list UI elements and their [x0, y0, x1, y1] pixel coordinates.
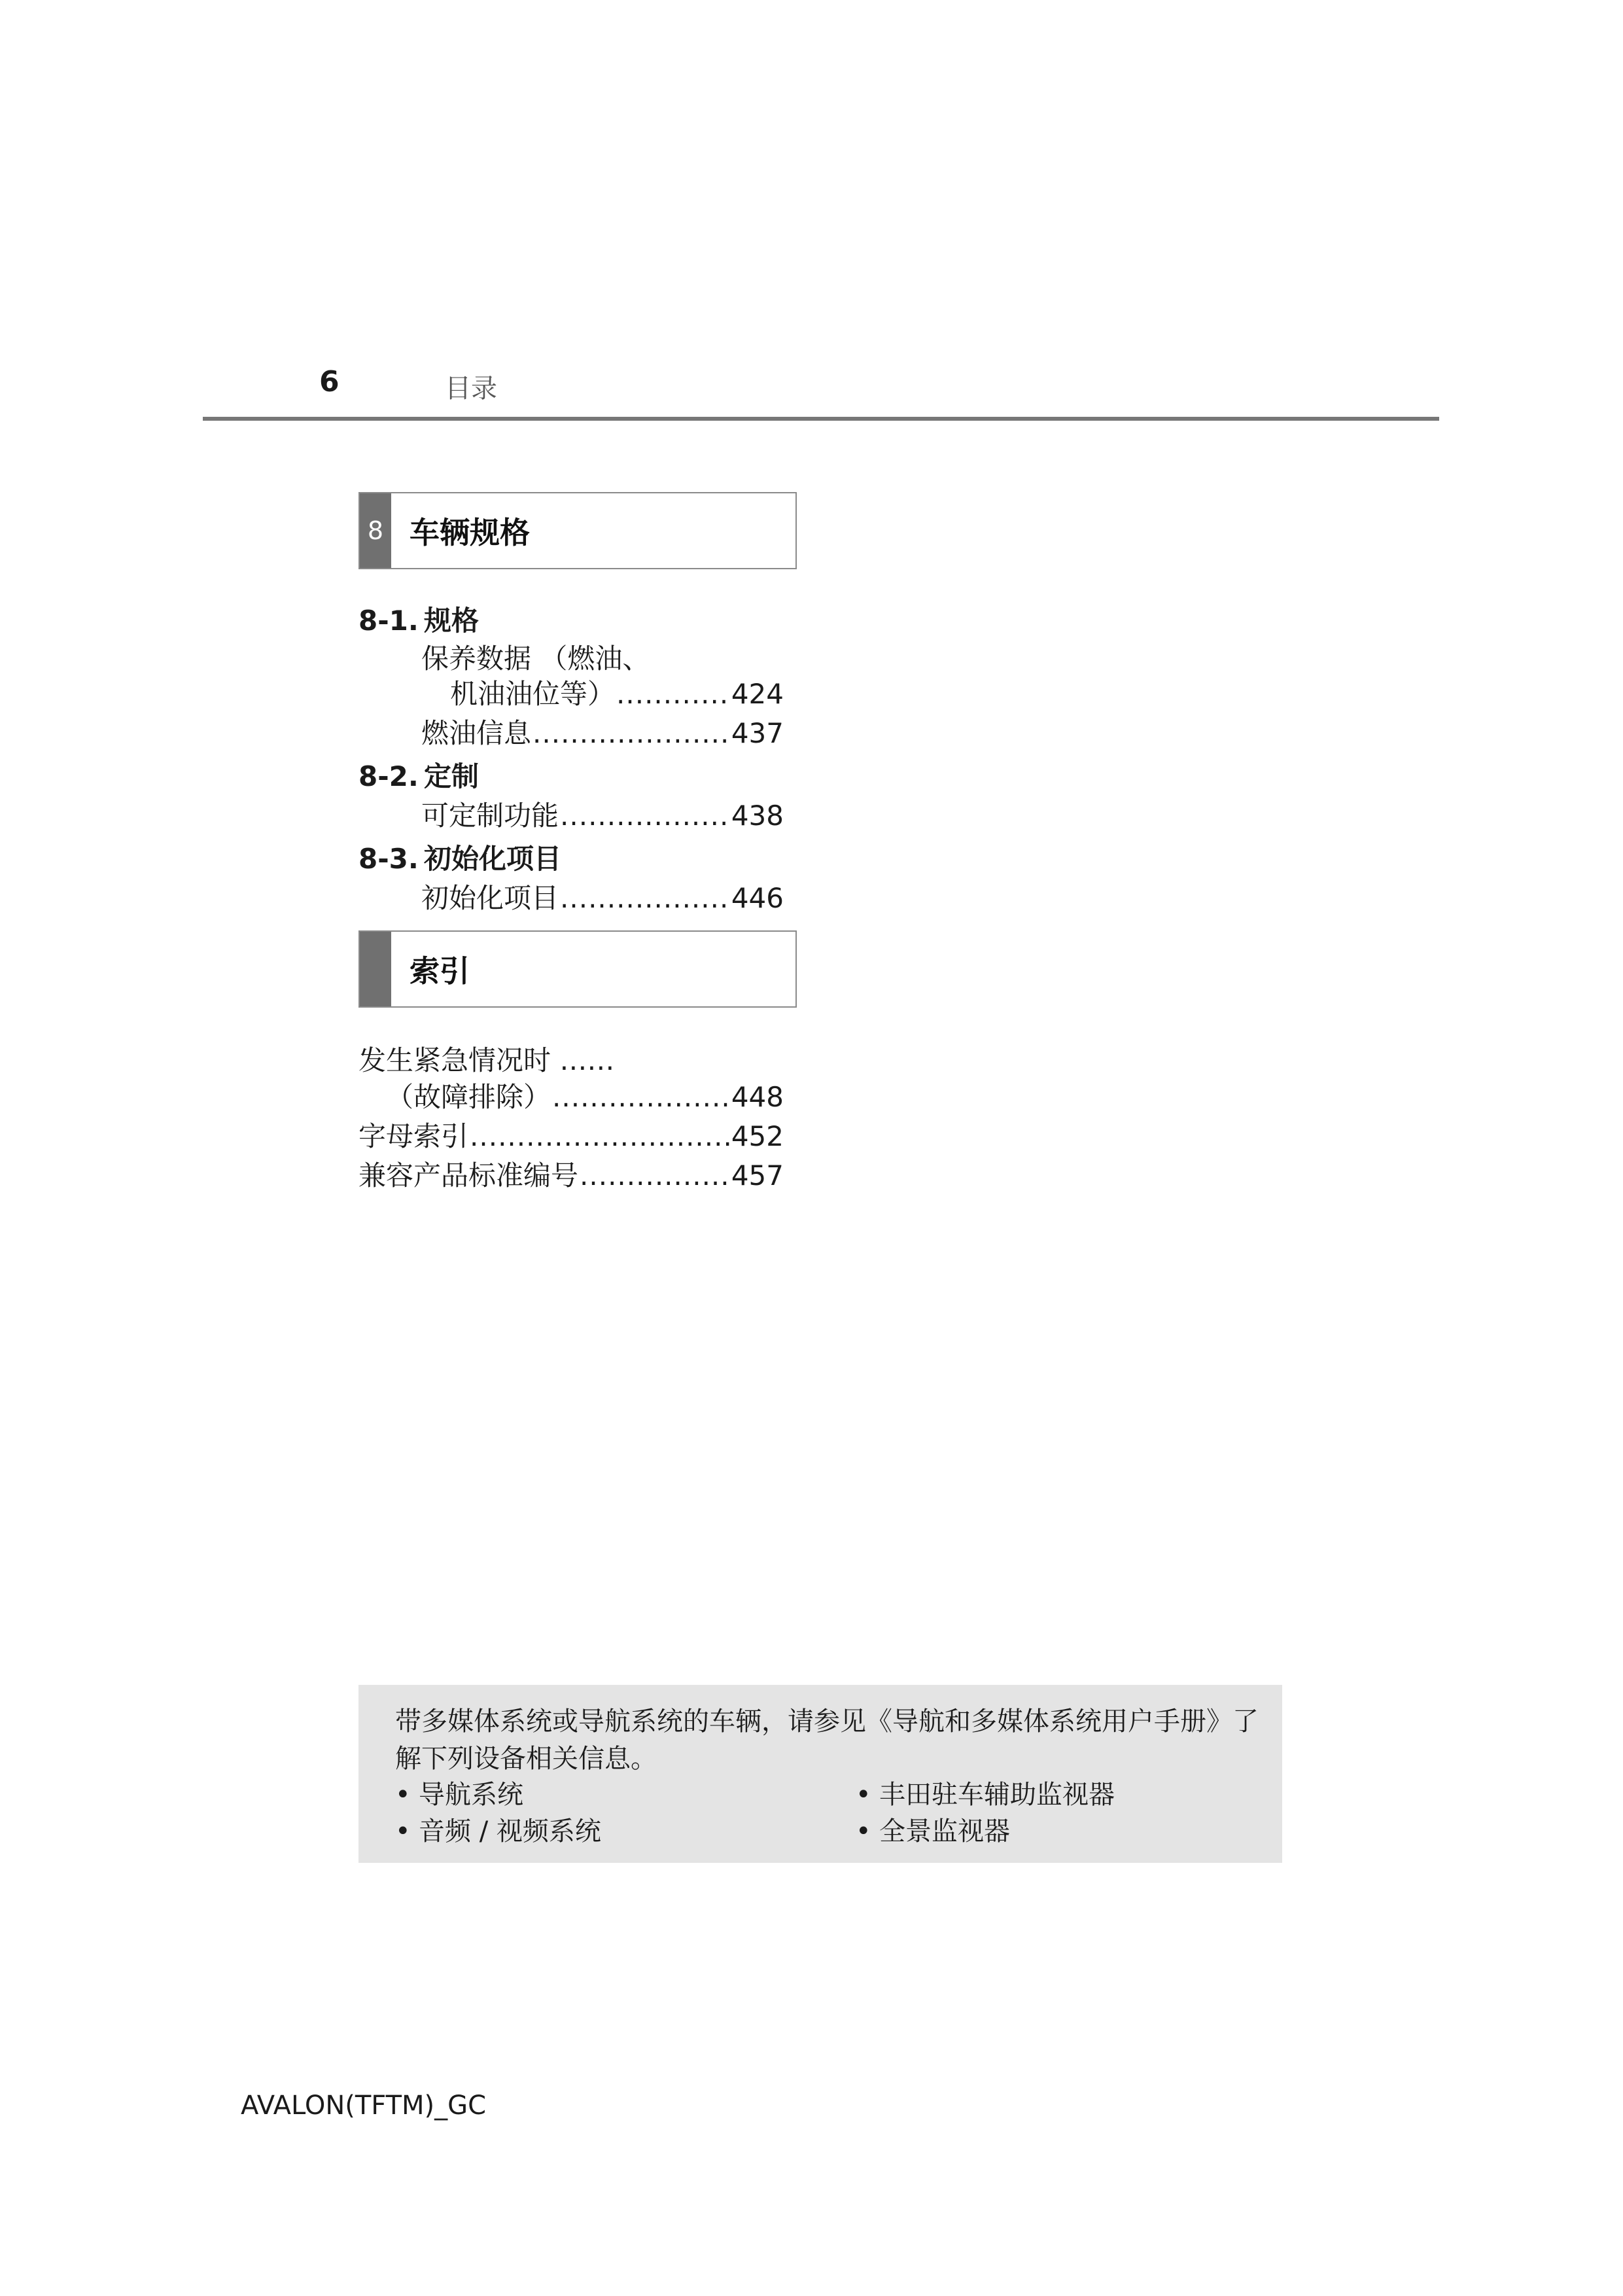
leader-dots	[470, 1123, 730, 1150]
toc-entry-label: 可定制功能	[421, 800, 559, 832]
toc-entry[interactable]	[421, 802, 784, 830]
subsection-number: 8-2.	[358, 760, 419, 792]
toc-entry-label: 字母索引	[358, 1120, 469, 1152]
note-bullet-item	[856, 1782, 1115, 1808]
note-bullet-item	[395, 1818, 601, 1845]
bullet-symbol: •	[856, 1816, 871, 1846]
page-number: 6	[319, 365, 340, 398]
toc-entry-label: 兼容产品标准编号	[358, 1159, 579, 1192]
note-bullet-item	[856, 1818, 1010, 1845]
toc-subsection-8-2[interactable]	[358, 760, 784, 792]
multimedia-note-box	[358, 1685, 1282, 1863]
toc-entry-line1[interactable]: 保养数据 （燃油、	[421, 643, 650, 675]
bullet-text: 全景监视器	[879, 1816, 1010, 1846]
toc-entry[interactable]	[421, 717, 784, 749]
toc-subsection-8-3[interactable]	[358, 845, 784, 873]
bullet-symbol: •	[395, 1816, 411, 1846]
leader-dots	[616, 680, 730, 708]
toc-entry[interactable]	[386, 1081, 784, 1113]
toc-entry-line1[interactable]: 发生紧急情况时 ……	[358, 1044, 615, 1076]
toc-entry-label: （故障排除）	[386, 1081, 551, 1113]
bullet-symbol: •	[395, 1780, 411, 1810]
toc-entry-page: 448	[731, 1081, 784, 1113]
toc-entry-label: 初始化项目	[421, 882, 559, 914]
section-header-index	[358, 930, 797, 1008]
toc-entry[interactable]	[358, 1120, 784, 1152]
toc-entry-page: 446	[731, 882, 784, 914]
toc-entry-page: 438	[731, 800, 784, 832]
bullet-text: 丰田驻车辅助监视器	[879, 1780, 1115, 1810]
note-text: 带多媒体系统或导航系统的车辆，请参见《导航和多媒体系统用户手册》了解下列设备相关信息。	[395, 1706, 1259, 1774]
toc-entry-label: 机油油位等）	[450, 678, 616, 710]
header-divider	[203, 417, 1439, 421]
note-bullet-item	[395, 1782, 523, 1808]
subsection-number: 8-1.	[358, 605, 419, 637]
leader-dots	[552, 1084, 730, 1111]
header-title: 目录	[445, 374, 497, 404]
subsection-title: 初始化项目	[424, 843, 562, 875]
footer-model-code: AVALON(TFTM)_GC	[241, 2091, 487, 2121]
section-number-tab: 8	[360, 493, 391, 568]
leader-dots	[560, 885, 730, 912]
subsection-number: 8-3.	[358, 843, 419, 875]
section-tab	[360, 932, 391, 1006]
section-title: 车辆规格	[410, 515, 530, 550]
bullet-text: 音频 / 视频系统	[419, 1816, 601, 1846]
toc-entry-page: 457	[731, 1159, 784, 1192]
toc-entry-label: 燃油信息	[421, 717, 532, 749]
leader-dots	[580, 1162, 730, 1190]
toc-entry-page: 452	[731, 1120, 784, 1152]
toc-entry[interactable]	[358, 1159, 784, 1192]
toc-entry[interactable]	[450, 680, 784, 708]
leader-dots	[560, 802, 730, 830]
subsection-title: 规格	[424, 605, 480, 637]
bullet-text: 导航系统	[419, 1780, 523, 1810]
toc-subsection-8-1[interactable]	[358, 607, 784, 635]
toc-entry-page: 424	[731, 678, 784, 710]
toc-entry-page: 437	[731, 717, 784, 749]
section-title: 索引	[410, 953, 470, 989]
toc-entry[interactable]	[421, 882, 784, 914]
bullet-symbol: •	[856, 1780, 871, 1810]
leader-dots	[532, 720, 730, 747]
section-header-vehicle-specs	[358, 492, 797, 569]
subsection-title: 定制	[424, 760, 480, 792]
